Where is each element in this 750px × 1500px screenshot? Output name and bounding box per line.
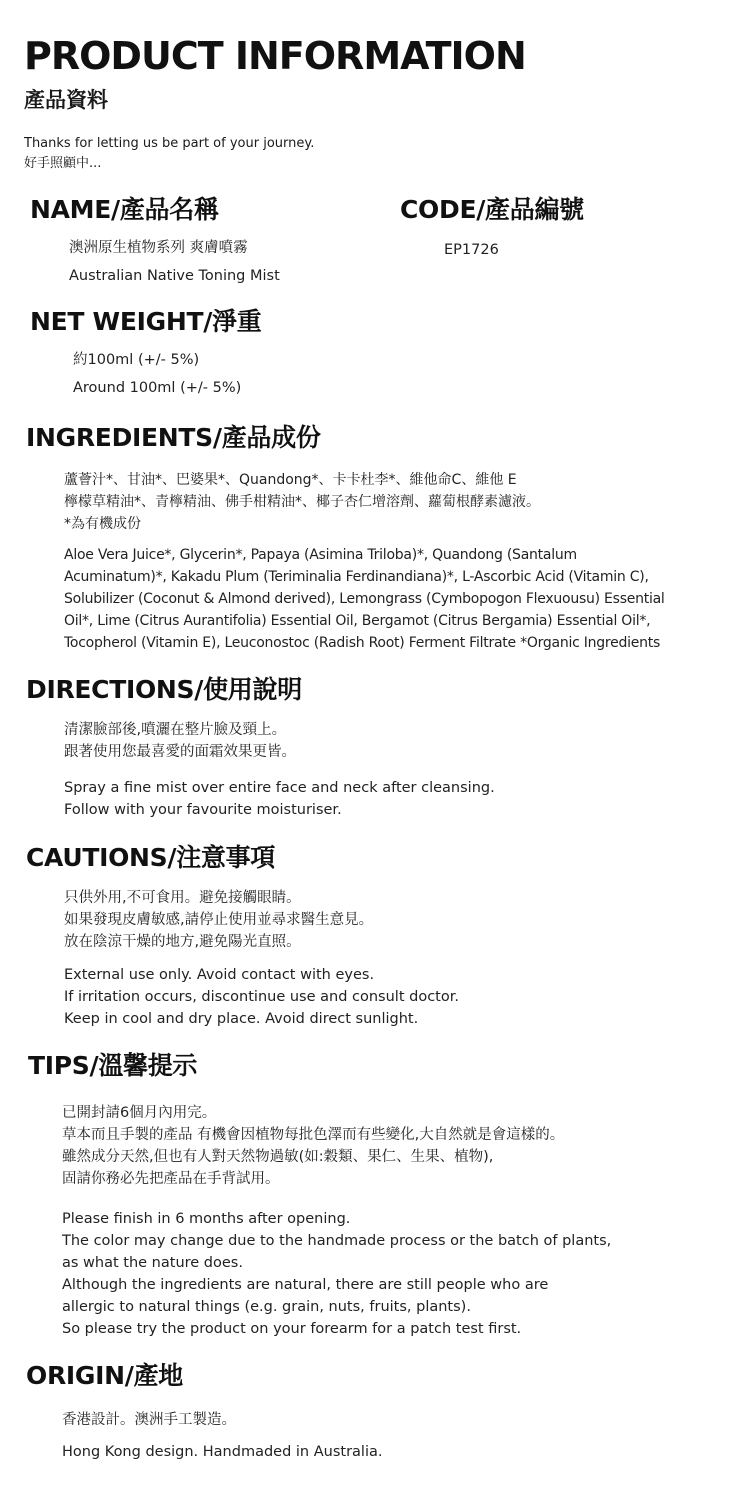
tips-en-line: Although the ingredients are natural, there are still people who are: [62, 1277, 549, 1293]
origin-zh: 香港設計。澳洲手工製造。: [62, 1412, 236, 1428]
tips-en-line: The color may change due to the handmade process or the batch of plants,: [62, 1233, 612, 1249]
cautions-zh-line: 放在陰涼干燥的地方,避免陽光直照。: [64, 934, 301, 950]
ingredients-en-line: Tocopherol (Vitamin E), Leuconostoc (Radish Root) Ferment Filtrate *Organic Ingredients: [64, 635, 661, 651]
product-name-zh: 澳洲原生植物系列 爽膚噴霧: [69, 240, 248, 256]
tips-zh-line: 已開封請6個月內用完。: [62, 1105, 217, 1121]
page-title: PRODUCT INFORMATION: [24, 34, 526, 78]
thanks-text-zh: 好手照顧中...: [24, 156, 102, 171]
origin-heading: ORIGIN/產地: [26, 1361, 183, 1390]
directions-en-line: Follow with your favourite moisturiser.: [64, 802, 342, 818]
ingredients-zh-line: 蘆薈汁*、甘油*、巴婆果*、Quandong*、卡卡杜李*、維他命C、維他 E: [64, 472, 517, 488]
directions-zh: [64, 719, 296, 763]
cautions-en-line: External use only. Avoid contact with eyes.: [64, 967, 375, 983]
cautions-en: [64, 964, 459, 1030]
product-name-en: Australian Native Toning Mist: [69, 268, 280, 284]
directions-zh-line: 跟著使用您最喜愛的面霜效果更皆。: [64, 744, 296, 760]
name-heading: NAME/產品名稱: [30, 195, 219, 224]
ingredients-en-line: Aloe Vera Juice*, Glycerin*, Papaya (Asimina Triloba)*, Quandong (Santalum: [64, 547, 577, 563]
directions-en: [64, 777, 495, 821]
net-weight-heading: NET WEIGHT/淨重: [30, 307, 262, 336]
cautions-heading: CAUTIONS/注意事項: [26, 843, 275, 872]
ingredients-heading: INGREDIENTS/產品成份: [26, 423, 321, 452]
cautions-zh-line: 只供外用,不可食用。避免接觸眼睛。: [64, 890, 301, 906]
tips-en-line: So please try the product on your forearm for a patch test first.: [62, 1321, 522, 1337]
product-code: EP1726: [444, 242, 499, 258]
ingredients-zh: [64, 469, 540, 535]
tips-heading: TIPS/溫馨提示: [28, 1051, 198, 1080]
code-heading: CODE/產品編號: [400, 195, 584, 224]
thanks-text-en: Thanks for letting us be part of your journey.: [24, 136, 315, 151]
tips-en-line: as what the nature does.: [62, 1255, 243, 1271]
directions-en-line: Spray a fine mist over entire face and neck after cleansing.: [64, 780, 495, 796]
ingredients-zh-line: 檸檬草精油*、青檸精油、佛手柑精油*、椰子杏仁增溶劑、蘿蔔根酵素濾液。: [64, 494, 540, 510]
tips-zh-line: 草本而且手製的產品 有機會因植物每批色澤而有些變化,大自然就是會這樣的。: [62, 1127, 565, 1143]
tips-en-line: Please finish in 6 months after opening.: [62, 1211, 351, 1227]
directions-zh-line: 清潔臉部後,噴灑在整片臉及頸上。: [64, 722, 287, 738]
origin-en: Hong Kong design. Handmaded in Australia.: [62, 1444, 383, 1460]
tips-zh-line: 固請你務必先把產品在手背試用。: [62, 1171, 280, 1187]
page-subtitle: 產品資料: [24, 88, 108, 112]
ingredients-en-line: Acuminatum)*, Kakadu Plum (Teriminalia Ferdinandiana)*, L-Ascorbic Acid (Vitamin C),: [64, 569, 649, 585]
tips-en-line: allergic to natural things (e.g. grain, nuts, fruits, plants).: [62, 1299, 471, 1315]
tips-zh-line: 雖然成分天然,但也有人對天然物過敏(如:穀類、果仁、生果、植物),: [62, 1149, 494, 1165]
cautions-en-line: If irritation occurs, discontinue use and consult doctor.: [64, 989, 459, 1005]
tips-zh: [62, 1102, 564, 1190]
ingredients-en-line: Oil*, Lime (Citrus Aurantifolia) Essential Oil, Bergamot (Citrus Bergamia) Essential Oil*,: [64, 613, 651, 629]
ingredients-zh-line: *為有機成份: [64, 516, 141, 532]
tips-en: [62, 1208, 611, 1340]
ingredients-en: [64, 544, 665, 654]
directions-heading: DIRECTIONS/使用說明: [26, 675, 302, 704]
net-weight-en: Around 100ml (+/- 5%): [73, 380, 242, 396]
net-weight-zh: 約100ml (+/- 5%): [73, 352, 200, 368]
ingredients-en-line: Solubilizer (Coconut & Almond derived), Lemongrass (Cymbopogon Flexuousu) Essential: [64, 591, 665, 607]
cautions-zh-line: 如果發現皮膚敏感,請停止使用並尋求醫生意見。: [64, 912, 374, 928]
cautions-en-line: Keep in cool and dry place. Avoid direct sunlight.: [64, 1011, 419, 1027]
cautions-zh: [64, 887, 373, 953]
